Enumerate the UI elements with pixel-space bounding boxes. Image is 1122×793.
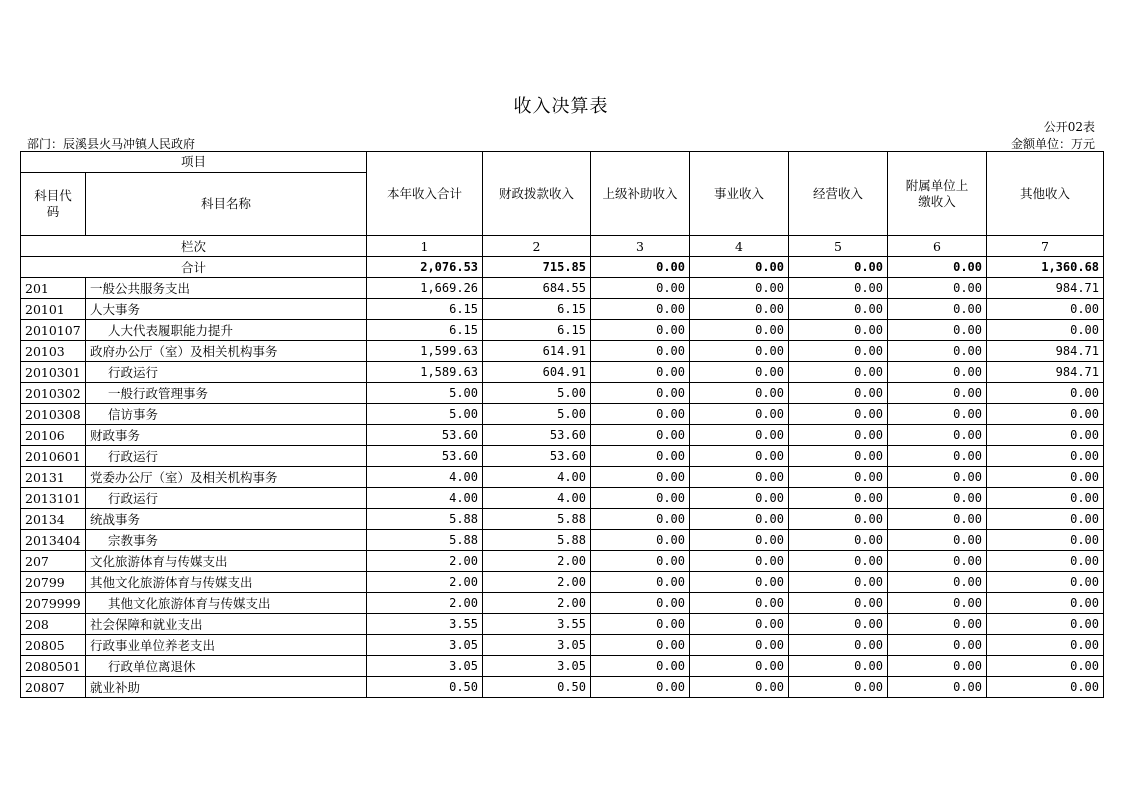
total-label: 合计 — [21, 257, 367, 278]
amount-cell: 0.00 — [690, 488, 789, 509]
subject-name: 统战事务 — [86, 509, 367, 530]
header-col1: 本年收入合计 — [367, 152, 483, 236]
subject-name: 人大事务 — [86, 299, 367, 320]
amount-cell: 0.00 — [888, 467, 987, 488]
amount-cell: 0.00 — [690, 425, 789, 446]
amount-cell: 0.00 — [888, 383, 987, 404]
subject-code: 20106 — [21, 425, 86, 446]
subject-name: 文化旅游体育与传媒支出 — [86, 551, 367, 572]
amount-cell: 0.00 — [987, 614, 1104, 635]
subject-code: 20131 — [21, 467, 86, 488]
amount-cell: 0.00 — [591, 362, 690, 383]
amount-cell: 0.00 — [789, 572, 888, 593]
income-table — [20, 151, 1104, 698]
column-number: 1 — [367, 236, 483, 257]
amount-cell: 614.91 — [483, 341, 591, 362]
amount-cell: 984.71 — [987, 278, 1104, 299]
amount-cell: 4.00 — [483, 467, 591, 488]
total-value: 0.00 — [591, 257, 690, 278]
amount-cell: 53.60 — [483, 446, 591, 467]
amount-cell: 0.00 — [690, 362, 789, 383]
amount-cell: 0.00 — [591, 551, 690, 572]
amount-cell: 2.00 — [367, 551, 483, 572]
total-value: 1,360.68 — [987, 257, 1104, 278]
amount-cell: 0.00 — [789, 299, 888, 320]
amount-cell: 0.00 — [591, 425, 690, 446]
amount-cell: 2.00 — [483, 593, 591, 614]
subject-code: 2010301 — [21, 362, 86, 383]
total-row — [21, 257, 1104, 278]
subject-name: 其他文化旅游体育与传媒支出 — [86, 593, 367, 614]
amount-cell: 3.05 — [483, 635, 591, 656]
column-number: 2 — [483, 236, 591, 257]
amount-cell: 5.00 — [367, 383, 483, 404]
amount-cell: 0.00 — [789, 383, 888, 404]
subject-code: 20103 — [21, 341, 86, 362]
amount-cell: 6.15 — [483, 299, 591, 320]
amount-cell: 0.00 — [690, 635, 789, 656]
amount-cell: 0.00 — [789, 467, 888, 488]
amount-cell: 0.00 — [987, 551, 1104, 572]
subject-name: 行政运行 — [86, 446, 367, 467]
subject-code: 20799 — [21, 572, 86, 593]
amount-cell: 0.00 — [591, 488, 690, 509]
amount-cell: 2.00 — [483, 572, 591, 593]
table-row — [21, 656, 1104, 677]
header-code: 科目代码 — [21, 173, 86, 236]
subject-code: 2010302 — [21, 383, 86, 404]
amount-cell: 0.00 — [690, 383, 789, 404]
amount-cell: 0.00 — [888, 593, 987, 614]
amount-cell: 2.00 — [483, 551, 591, 572]
amount-cell: 0.00 — [987, 299, 1104, 320]
amount-cell: 0.00 — [591, 446, 690, 467]
amount-cell: 0.00 — [690, 530, 789, 551]
amount-cell: 0.00 — [888, 677, 987, 698]
amount-cell: 0.00 — [987, 320, 1104, 341]
amount-cell: 0.00 — [789, 341, 888, 362]
amount-cell: 984.71 — [987, 341, 1104, 362]
amount-cell: 0.00 — [888, 425, 987, 446]
amount-cell: 0.00 — [789, 551, 888, 572]
amount-unit-label: 金额单位：万元 — [1010, 137, 1095, 151]
amount-cell: 0.00 — [888, 530, 987, 551]
amount-cell: 0.00 — [591, 467, 690, 488]
amount-cell: 4.00 — [483, 488, 591, 509]
header-col4: 事业收入 — [690, 152, 789, 236]
header-row-project — [21, 152, 1104, 173]
amount-cell: 0.00 — [591, 593, 690, 614]
subject-code: 2010308 — [21, 404, 86, 425]
amount-cell: 0.00 — [690, 341, 789, 362]
table-row — [21, 572, 1104, 593]
subject-code: 2010107 — [21, 320, 86, 341]
amount-cell: 0.00 — [888, 362, 987, 383]
column-number-row — [21, 236, 1104, 257]
amount-cell: 0.00 — [987, 446, 1104, 467]
subject-name: 就业补助 — [86, 677, 367, 698]
amount-cell: 0.00 — [591, 299, 690, 320]
subject-name: 行政单位离退休 — [86, 656, 367, 677]
table-row — [21, 446, 1104, 467]
amount-cell: 0.00 — [690, 614, 789, 635]
amount-cell: 5.00 — [483, 383, 591, 404]
amount-cell: 53.60 — [367, 425, 483, 446]
amount-cell: 0.00 — [591, 383, 690, 404]
amount-cell: 0.00 — [888, 341, 987, 362]
column-number-label: 栏次 — [21, 236, 367, 257]
amount-cell: 0.00 — [690, 572, 789, 593]
amount-cell: 4.00 — [367, 488, 483, 509]
subject-code: 20807 — [21, 677, 86, 698]
total-value: 715.85 — [483, 257, 591, 278]
header-col5: 经营收入 — [789, 152, 888, 236]
amount-cell: 5.00 — [367, 404, 483, 425]
amount-cell: 0.00 — [690, 404, 789, 425]
table-row — [21, 530, 1104, 551]
table-row — [21, 551, 1104, 572]
table-row — [21, 362, 1104, 383]
column-number: 4 — [690, 236, 789, 257]
amount-cell: 53.60 — [483, 425, 591, 446]
subject-name: 人大代表履职能力提升 — [86, 320, 367, 341]
column-number: 5 — [789, 236, 888, 257]
table-row — [21, 278, 1104, 299]
amount-cell: 0.00 — [591, 572, 690, 593]
amount-cell: 0.00 — [690, 446, 789, 467]
amount-cell: 0.00 — [690, 656, 789, 677]
subject-name: 其他文化旅游体育与传媒支出 — [86, 572, 367, 593]
subject-name: 党委办公厅（室）及相关机构事务 — [86, 467, 367, 488]
amount-cell: 5.88 — [483, 509, 591, 530]
amount-cell: 0.50 — [483, 677, 591, 698]
table-row — [21, 509, 1104, 530]
table-row — [21, 467, 1104, 488]
amount-cell: 0.00 — [690, 593, 789, 614]
amount-cell: 3.55 — [367, 614, 483, 635]
amount-cell: 4.00 — [367, 467, 483, 488]
amount-cell: 604.91 — [483, 362, 591, 383]
amount-cell: 0.00 — [888, 278, 987, 299]
amount-cell: 0.00 — [789, 446, 888, 467]
amount-cell: 0.50 — [367, 677, 483, 698]
column-number: 3 — [591, 236, 690, 257]
amount-cell: 5.00 — [483, 404, 591, 425]
amount-cell: 0.00 — [690, 509, 789, 530]
amount-cell: 0.00 — [789, 488, 888, 509]
subject-code: 2013404 — [21, 530, 86, 551]
table-row — [21, 320, 1104, 341]
amount-cell: 0.00 — [987, 656, 1104, 677]
amount-cell: 0.00 — [987, 383, 1104, 404]
amount-cell: 0.00 — [591, 635, 690, 656]
header-col7: 其他收入 — [987, 152, 1104, 236]
amount-cell: 0.00 — [690, 278, 789, 299]
department-label: 部门：辰溪县火马冲镇人民政府 — [27, 137, 196, 151]
column-number: 7 — [987, 236, 1104, 257]
amount-cell: 6.15 — [367, 320, 483, 341]
amount-cell: 0.00 — [789, 425, 888, 446]
header-col6: 附属单位上缴收入 — [888, 152, 987, 236]
header-name: 科目名称 — [86, 173, 367, 236]
amount-cell: 0.00 — [987, 404, 1104, 425]
amount-cell: 0.00 — [888, 614, 987, 635]
table-row — [21, 404, 1104, 425]
header-col3: 上级补助收入 — [591, 152, 690, 236]
amount-cell: 3.05 — [367, 656, 483, 677]
subject-name: 财政事务 — [86, 425, 367, 446]
amount-cell: 0.00 — [888, 299, 987, 320]
amount-cell: 2.00 — [367, 572, 483, 593]
subject-code: 208 — [21, 614, 86, 635]
table-row — [21, 593, 1104, 614]
table-row — [21, 425, 1104, 446]
amount-cell: 0.00 — [987, 635, 1104, 656]
amount-cell: 0.00 — [789, 614, 888, 635]
amount-cell: 0.00 — [789, 509, 888, 530]
amount-cell: 0.00 — [888, 488, 987, 509]
amount-cell: 0.00 — [987, 467, 1104, 488]
amount-cell: 0.00 — [987, 572, 1104, 593]
amount-cell: 0.00 — [888, 404, 987, 425]
amount-cell: 0.00 — [591, 656, 690, 677]
amount-cell: 0.00 — [888, 656, 987, 677]
amount-cell: 3.05 — [367, 635, 483, 656]
amount-cell: 0.00 — [789, 362, 888, 383]
amount-cell: 0.00 — [987, 425, 1104, 446]
amount-cell: 0.00 — [888, 572, 987, 593]
amount-cell: 0.00 — [789, 677, 888, 698]
amount-cell: 5.88 — [483, 530, 591, 551]
subject-name: 行政运行 — [86, 488, 367, 509]
amount-cell: 2.00 — [367, 593, 483, 614]
header-project: 项目 — [21, 152, 367, 173]
amount-cell: 1,589.63 — [367, 362, 483, 383]
amount-cell: 0.00 — [690, 299, 789, 320]
amount-cell: 0.00 — [987, 530, 1104, 551]
amount-cell: 0.00 — [591, 278, 690, 299]
amount-cell: 0.00 — [690, 551, 789, 572]
amount-cell: 0.00 — [987, 509, 1104, 530]
subject-code: 2013101 — [21, 488, 86, 509]
subject-name: 信访事务 — [86, 404, 367, 425]
amount-cell: 684.55 — [483, 278, 591, 299]
amount-cell: 5.88 — [367, 509, 483, 530]
amount-cell: 0.00 — [591, 677, 690, 698]
amount-cell: 0.00 — [987, 593, 1104, 614]
amount-cell: 0.00 — [591, 320, 690, 341]
subject-name: 行政事业单位养老支出 — [86, 635, 367, 656]
subject-name: 一般公共服务支出 — [86, 278, 367, 299]
form-number: 公开02表 — [1043, 120, 1095, 134]
subject-code: 201 — [21, 278, 86, 299]
table-row — [21, 614, 1104, 635]
amount-cell: 0.00 — [591, 404, 690, 425]
amount-cell: 0.00 — [987, 677, 1104, 698]
table-row — [21, 677, 1104, 698]
amount-cell: 0.00 — [888, 509, 987, 530]
amount-cell: 984.71 — [987, 362, 1104, 383]
subject-code: 20134 — [21, 509, 86, 530]
header-col2: 财政拨款收入 — [483, 152, 591, 236]
amount-cell: 5.88 — [367, 530, 483, 551]
table-row — [21, 383, 1104, 404]
subject-name: 一般行政管理事务 — [86, 383, 367, 404]
total-value: 0.00 — [888, 257, 987, 278]
amount-cell: 6.15 — [367, 299, 483, 320]
subject-code: 207 — [21, 551, 86, 572]
subject-code: 20101 — [21, 299, 86, 320]
total-value: 2,076.53 — [367, 257, 483, 278]
amount-cell: 0.00 — [789, 320, 888, 341]
amount-cell: 1,669.26 — [367, 278, 483, 299]
subject-name: 政府办公厅（室）及相关机构事务 — [86, 341, 367, 362]
table-row — [21, 299, 1104, 320]
column-number: 6 — [888, 236, 987, 257]
amount-cell: 0.00 — [789, 530, 888, 551]
amount-cell: 53.60 — [367, 446, 483, 467]
amount-cell: 0.00 — [987, 488, 1104, 509]
amount-cell: 1,599.63 — [367, 341, 483, 362]
amount-cell: 0.00 — [888, 551, 987, 572]
amount-cell: 3.05 — [483, 656, 591, 677]
amount-cell: 0.00 — [789, 404, 888, 425]
amount-cell: 0.00 — [591, 614, 690, 635]
table-row — [21, 341, 1104, 362]
subject-code: 2079999 — [21, 593, 86, 614]
subject-name: 行政运行 — [86, 362, 367, 383]
amount-cell: 0.00 — [690, 677, 789, 698]
amount-cell: 0.00 — [591, 509, 690, 530]
amount-cell: 0.00 — [888, 635, 987, 656]
table-row — [21, 635, 1104, 656]
amount-cell: 0.00 — [789, 593, 888, 614]
amount-cell: 0.00 — [789, 635, 888, 656]
subject-code: 20805 — [21, 635, 86, 656]
amount-cell: 0.00 — [591, 341, 690, 362]
total-value: 0.00 — [690, 257, 789, 278]
amount-cell: 0.00 — [789, 656, 888, 677]
subject-name: 社会保障和就业支出 — [86, 614, 367, 635]
subject-name: 宗教事务 — [86, 530, 367, 551]
subject-code: 2010601 — [21, 446, 86, 467]
amount-cell: 6.15 — [483, 320, 591, 341]
amount-cell: 0.00 — [591, 530, 690, 551]
amount-cell: 3.55 — [483, 614, 591, 635]
amount-cell: 0.00 — [690, 320, 789, 341]
amount-cell: 0.00 — [690, 467, 789, 488]
subject-code: 2080501 — [21, 656, 86, 677]
amount-cell: 0.00 — [888, 320, 987, 341]
table-row — [21, 488, 1104, 509]
total-value: 0.00 — [789, 257, 888, 278]
amount-cell: 0.00 — [789, 278, 888, 299]
page-title: 收入决算表 — [513, 96, 609, 117]
amount-cell: 0.00 — [888, 446, 987, 467]
